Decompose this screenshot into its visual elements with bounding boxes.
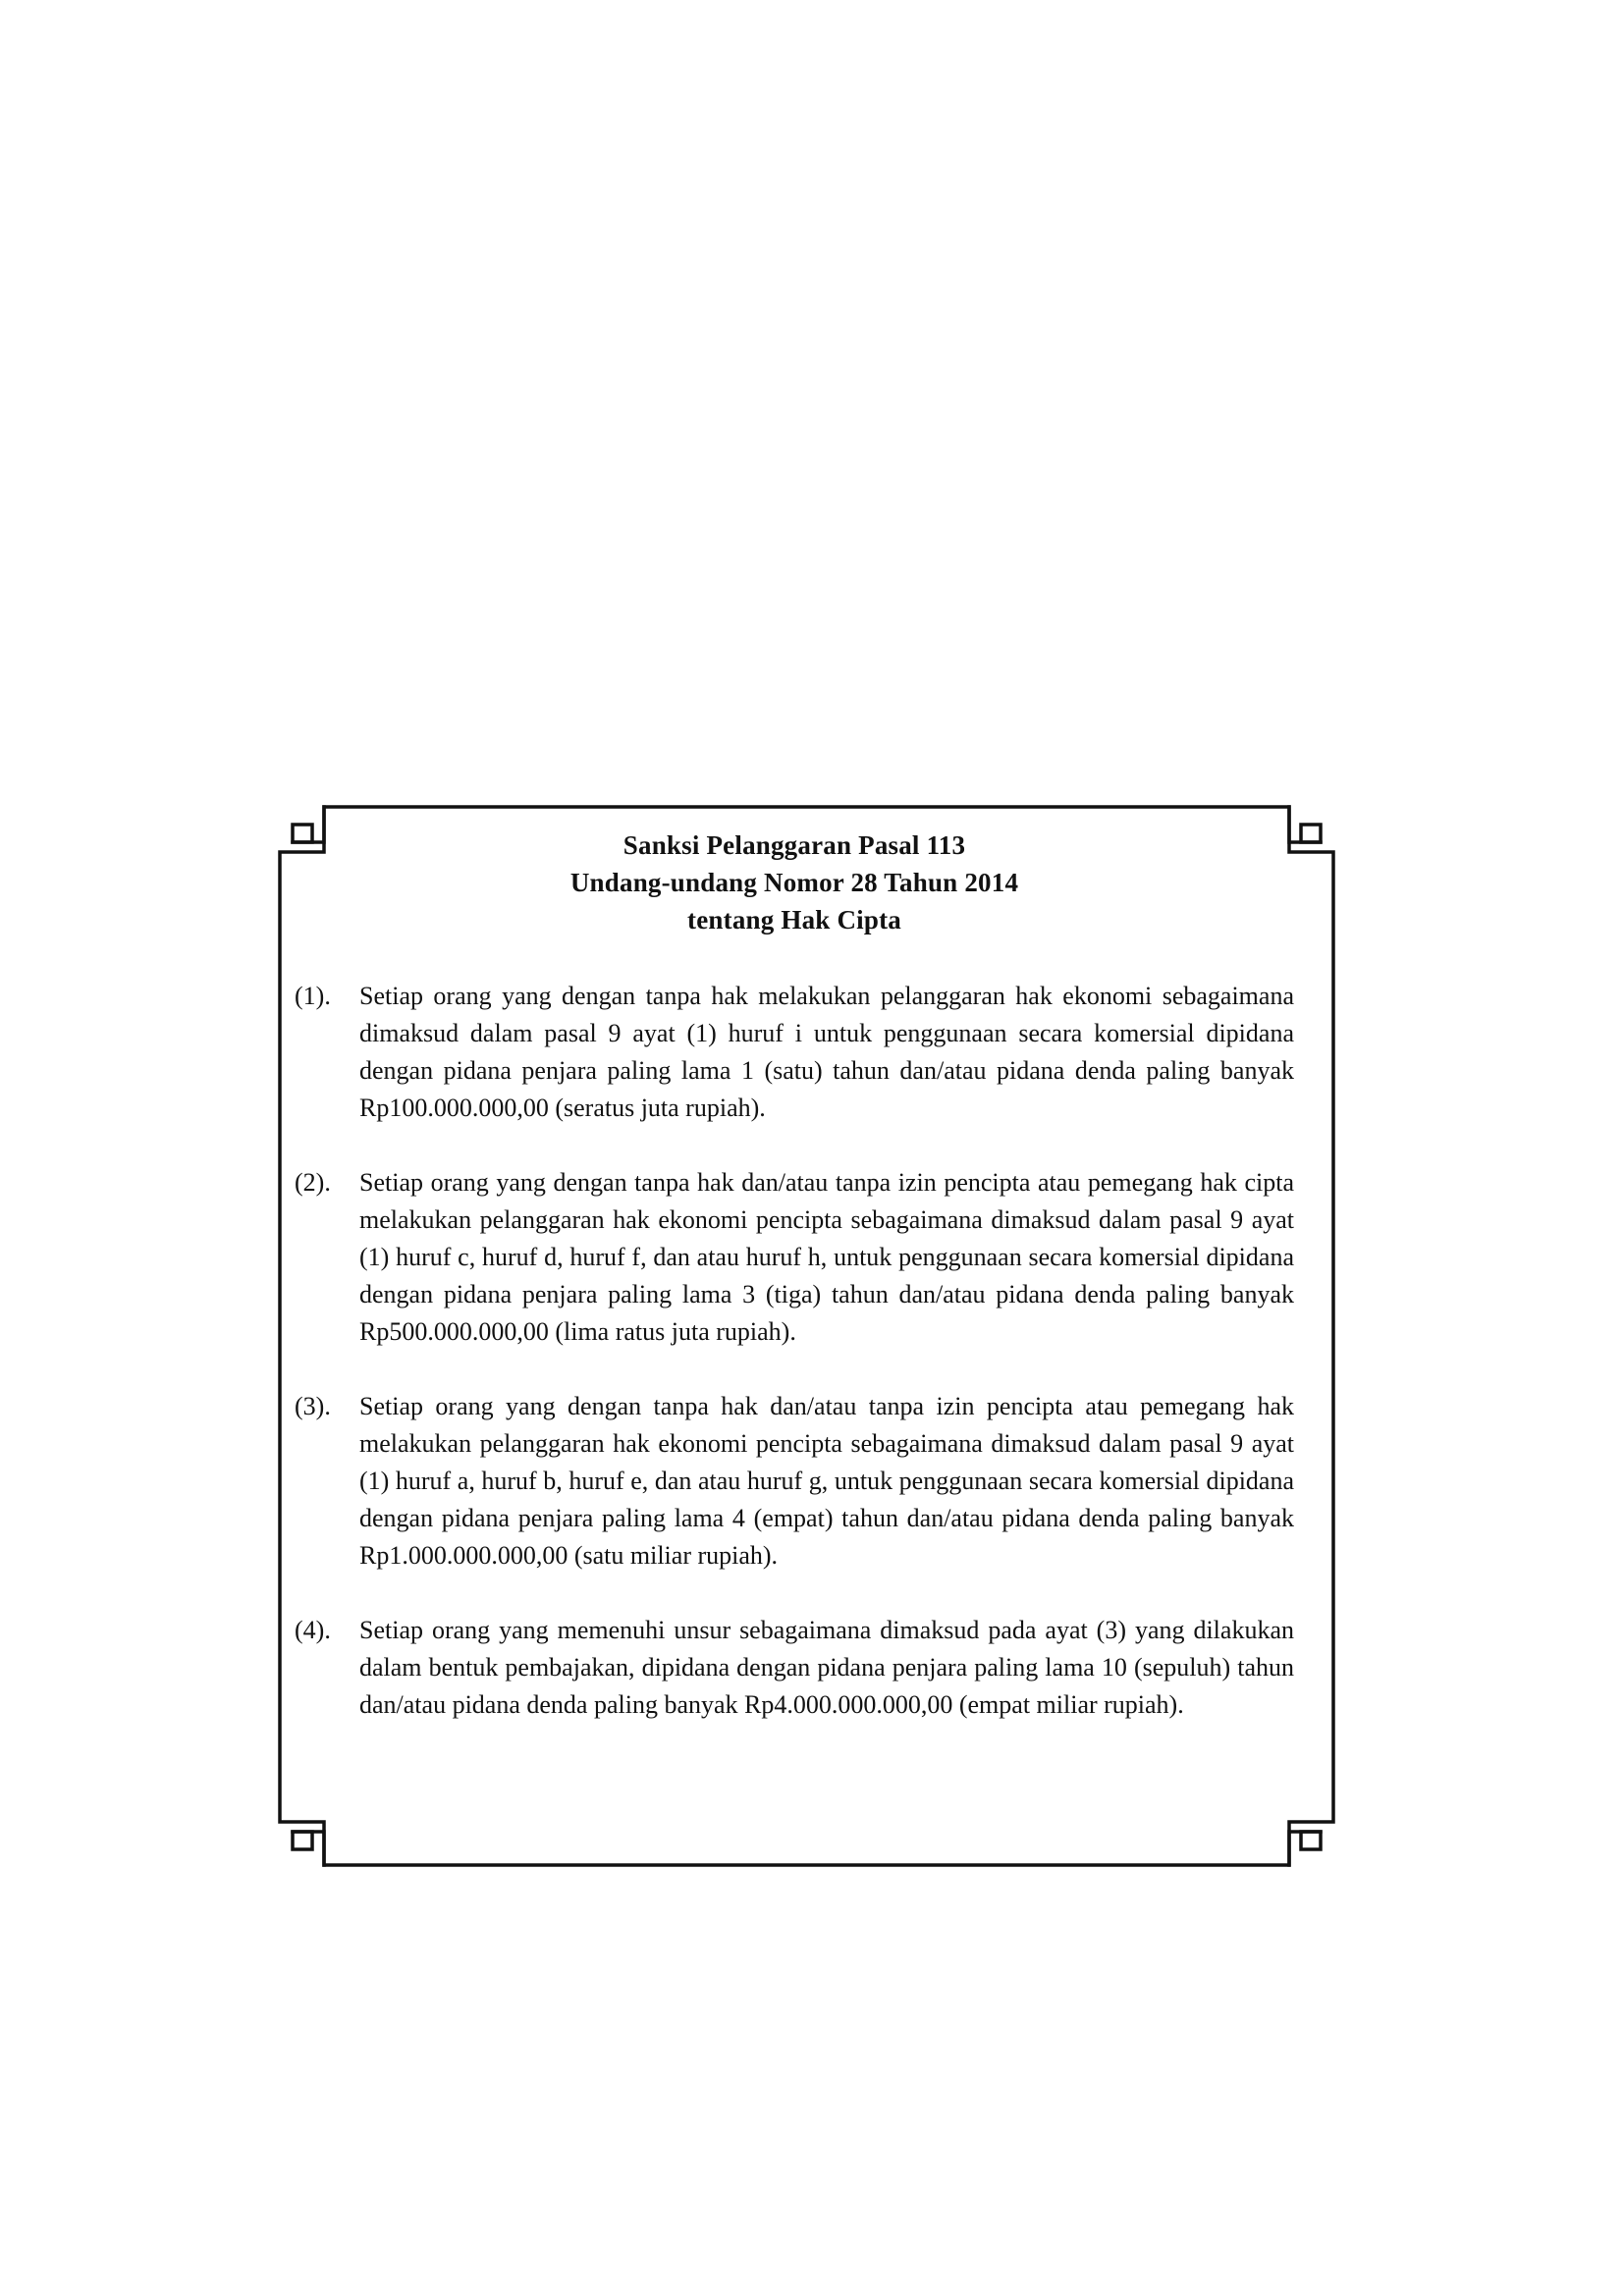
item-text: Setiap orang yang dengan tanpa hak dan/atau tanpa izin pencipta atau pemegang hak melakukan pelanggaran hak ekonomi pencipta sebagaimana dimaksud dalam pasal 9 ayat (1) huruf a, huruf b, huruf e, dan atau huruf g, untuk penggunaan secara komersial dipidana dengan pidana penjara paling lama 4 (empat) tahun dan/atau pidana denda paling banyak Rp1.000.000.000,00 (satu miliar rupiah). <box>359 1392 1294 1570</box>
item-number: (2). <box>295 1168 331 1197</box>
heading-line-3: tentang Hak Cipta <box>687 905 901 934</box>
heading-line-2: Undang-undang Nomor 28 Tahun 2014 <box>569 868 1019 897</box>
item-number: (4). <box>295 1616 331 1644</box>
item-number: (3). <box>295 1392 331 1420</box>
item-text: Setiap orang yang dengan tanpa hak dan/atau tanpa izin pencipta atau pemegang hak cipta melakukan pelanggaran hak ekonomi pencipta sebagaimana dimaksud dalam pasal 9 ayat (1) huruf c, huruf d, huruf f, dan atau huruf h, untuk penggunaan secara komersial dipidana dengan pidana penjara paling lama 3 (tiga) tahun dan/atau pidana denda paling banyak Rp500.000.000,00 (lima ratus juta rupiah). <box>359 1168 1294 1346</box>
list-item <box>295 978 1294 1127</box>
item-text: Setiap orang yang memenuhi unsur sebagaimana dimaksud pada ayat (3) yang dilakukan dalam bentuk pembajakan, dipidana dengan pidana penjara paling lama 10 (sepuluh) tahun dan/atau pidana denda paling banyak Rp4.000.000.000,00 (empat miliar rupiah). <box>359 1616 1294 1719</box>
list-item <box>295 1388 1294 1575</box>
item-number: (1). <box>295 982 331 1010</box>
item-text: Setiap orang yang dengan tanpa hak melakukan pelanggaran hak ekonomi sebagaimana dimaksud dalam pasal 9 ayat (1) huruf i untuk penggunaan secara komersial dipidana dengan pidana penjara paling lama 1 (satu) tahun dan/atau pidana denda paling banyak Rp100.000.000,00 (seratus juta rupiah). <box>359 982 1294 1122</box>
list-item <box>295 1612 1294 1724</box>
heading <box>295 827 1294 938</box>
list-item <box>295 1164 1294 1351</box>
sanctions-box <box>295 827 1294 1761</box>
heading-line-1: Sanksi Pelanggaran Pasal 113 <box>622 830 966 860</box>
